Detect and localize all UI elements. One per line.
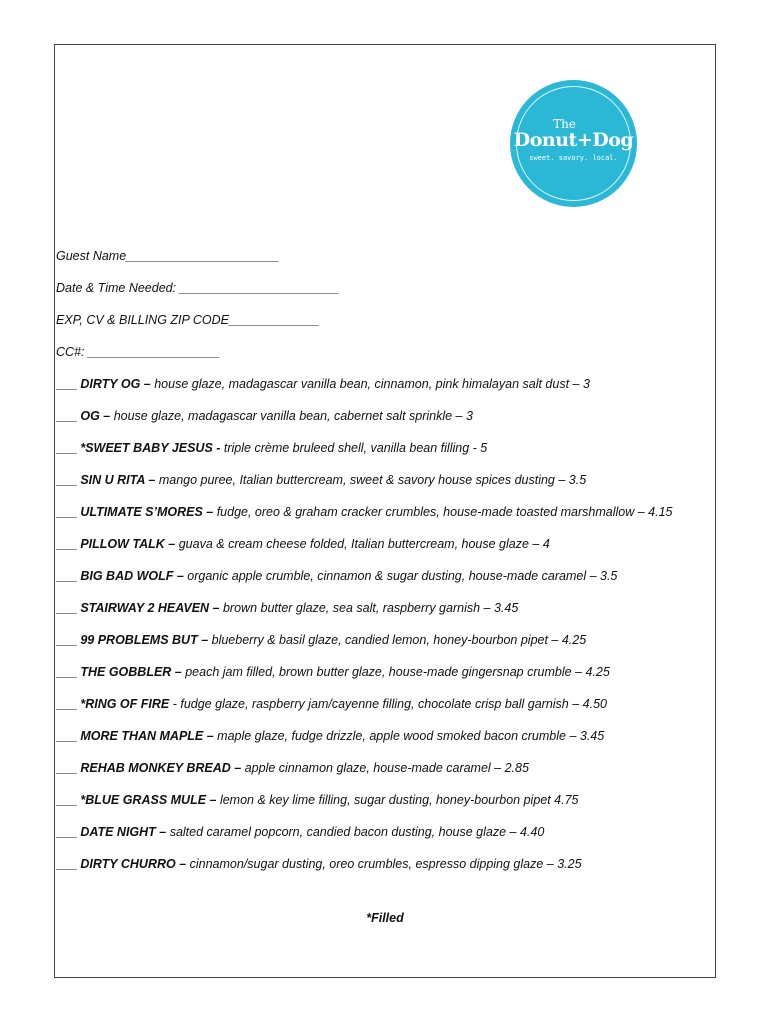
menu-item[interactable] — [56, 760, 706, 776]
item-desc: apple cinnamon glaze, house-made caramel – 2.85 — [241, 761, 529, 775]
checkbox-blank[interactable]: ___ — [56, 793, 77, 807]
item-name: DATE NIGHT – — [80, 825, 167, 839]
menu-item[interactable] — [56, 408, 706, 424]
item-desc: mango puree, Italian buttercream, sweet & savory house spices dusting – 3.5 — [155, 473, 587, 487]
checkbox-blank[interactable]: ___ — [56, 409, 77, 423]
checkbox-blank[interactable]: ___ — [56, 729, 77, 743]
checkbox-blank[interactable]: ___ — [56, 473, 77, 487]
item-desc: house glaze, madagascar vanilla bean, cabernet salt sprinkle – 3 — [110, 409, 473, 423]
checkbox-blank[interactable]: ___ — [56, 761, 77, 775]
menu-item[interactable] — [56, 792, 706, 808]
menu-item[interactable] — [56, 536, 706, 552]
item-desc: maple glaze, fudge drizzle, apple wood smoked bacon crumble – 3.45 — [213, 729, 605, 743]
item-name: OG – — [80, 409, 111, 423]
item-desc: triple crème bruleed shell, vanilla bean filling - 5 — [220, 441, 488, 455]
item-desc: cinnamon/sugar dusting, oreo crumbles, espresso dipping glaze – 3.25 — [186, 857, 582, 871]
item-name: PILLOW TALK – — [80, 537, 176, 551]
logo-tagline: sweet. savory. local. — [529, 154, 618, 162]
order-form — [56, 248, 706, 888]
checkbox-blank[interactable]: ___ — [56, 537, 77, 551]
item-name: MORE THAN MAPLE – — [80, 729, 214, 743]
menu-item[interactable] — [56, 600, 706, 616]
checkbox-blank[interactable]: ___ — [56, 857, 77, 871]
item-name: SIN U RITA – — [80, 473, 156, 487]
menu-item[interactable] — [56, 856, 706, 872]
checkbox-blank[interactable]: ___ — [56, 377, 77, 391]
menu-item[interactable] — [56, 728, 706, 744]
menu-list — [56, 376, 706, 872]
menu-item[interactable] — [56, 632, 706, 648]
logo-the: The — [553, 117, 576, 131]
menu-item[interactable] — [56, 664, 706, 680]
cc-field[interactable]: CC#: ___________________ — [56, 345, 221, 359]
filled-footnote: *Filled — [366, 911, 404, 925]
item-name: DIRTY OG – — [80, 377, 151, 391]
item-name: THE GOBBLER – — [80, 665, 182, 679]
item-name: REHAB MONKEY BREAD – — [80, 761, 242, 775]
item-name: ULTIMATE S’MORES – — [80, 505, 214, 519]
donut-dog-logo — [510, 80, 637, 207]
item-name: BIG BAD WOLF – — [80, 569, 184, 583]
item-name: *SWEET BABY JESUS - — [80, 441, 221, 455]
checkbox-blank[interactable]: ___ — [56, 665, 77, 679]
checkbox-blank[interactable]: ___ — [56, 825, 77, 839]
menu-item[interactable] — [56, 824, 706, 840]
exp-cv-zip-field[interactable]: EXP, CV & BILLING ZIP CODE_____________ — [56, 313, 320, 327]
date-time-field[interactable]: Date & Time Needed: _______________________ — [56, 281, 340, 295]
item-desc: house glaze, madagascar vanilla bean, cinnamon, pink himalayan salt dust – 3 — [150, 377, 590, 391]
checkbox-blank[interactable]: ___ — [56, 633, 77, 647]
item-name: STAIRWAY 2 HEAVEN – — [80, 601, 220, 615]
logo-name: Donut+Dog — [513, 129, 634, 151]
checkbox-blank[interactable]: ___ — [56, 569, 77, 583]
checkbox-blank[interactable]: ___ — [56, 601, 77, 615]
menu-item[interactable] — [56, 440, 706, 456]
item-desc: - fudge glaze, raspberry jam/cayenne filling, chocolate crisp ball garnish – 4.50 — [169, 697, 607, 711]
menu-item[interactable] — [56, 376, 706, 392]
item-desc: guava & cream cheese folded, Italian buttercream, house glaze – 4 — [175, 537, 550, 551]
item-desc: lemon & key lime filling, sugar dusting, honey-bourbon pipet 4.75 — [216, 793, 579, 807]
item-name: DIRTY CHURRO – — [80, 857, 187, 871]
menu-item[interactable] — [56, 504, 706, 520]
item-name: 99 PROBLEMS BUT – — [80, 633, 209, 647]
item-desc: peach jam filled, brown butter glaze, house-made gingersnap crumble – 4.25 — [181, 665, 610, 679]
item-desc: brown butter glaze, sea salt, raspberry garnish – 3.45 — [219, 601, 519, 615]
item-desc: fudge, oreo & graham cracker crumbles, house-made toasted marshmallow – 4.15 — [213, 505, 673, 519]
item-name: *RING OF FIRE — [80, 697, 170, 711]
guest-name-field[interactable]: Guest Name______________________ — [56, 249, 280, 263]
menu-item[interactable] — [56, 696, 706, 712]
menu-item[interactable] — [56, 568, 706, 584]
checkbox-blank[interactable]: ___ — [56, 697, 77, 711]
item-desc: blueberry & basil glaze, candied lemon, honey-bourbon pipet – 4.25 — [208, 633, 587, 647]
item-name: *BLUE GRASS MULE – — [80, 793, 217, 807]
checkbox-blank[interactable]: ___ — [56, 441, 77, 455]
item-desc: organic apple crumble, cinnamon & sugar dusting, house-made caramel – 3.5 — [183, 569, 618, 583]
item-desc: salted caramel popcorn, candied bacon dusting, house glaze – 4.40 — [166, 825, 545, 839]
checkbox-blank[interactable]: ___ — [56, 505, 77, 519]
menu-item[interactable] — [56, 472, 706, 488]
